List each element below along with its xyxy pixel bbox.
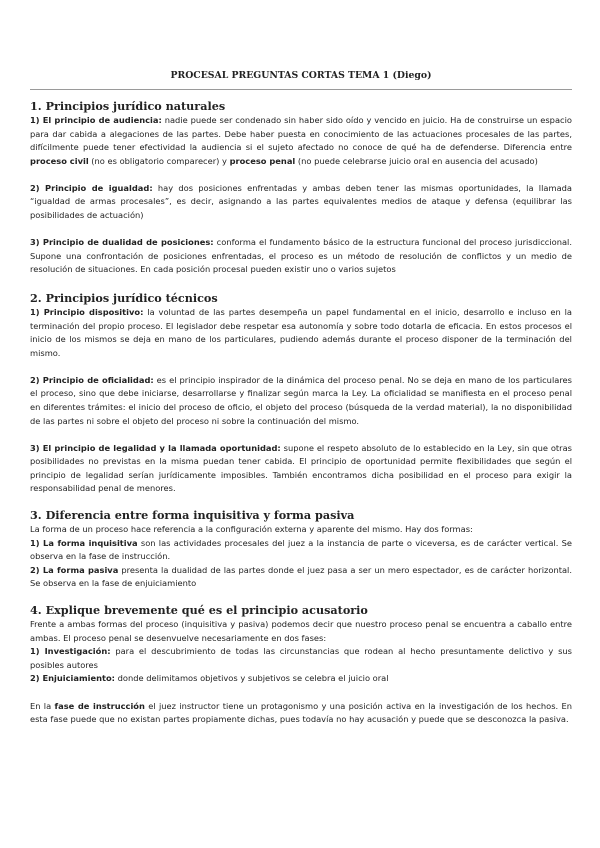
body-text: (no es obligatorio comparecer) y	[88, 155, 230, 166]
body-text: son las actividades procesales del juez a la instancia de parte o viceversa, es de carácter vertical. Se observa en la fase de instrucción.	[30, 537, 573, 562]
paragraph-principio-legalidad	[30, 442, 572, 496]
paragraph-fase-instruccion	[30, 700, 572, 727]
section-heading: 1. Principios jurídico naturales	[30, 99, 226, 113]
paragraph-forma-inquisitiva	[30, 537, 572, 564]
section-1	[30, 99, 572, 277]
body-text: hay dos posiciones enfrentadas y ambas deben tener las mismas oportunidades, la llamada “igualdad de armas procesales”, es decir, asignando a las partes equivalentes medios de ataque y defensa (equilibrar las posibilidades de actuación)	[30, 182, 572, 221]
body-text: (no puede celebrarse juicio oral en ausencia del acusado)	[295, 155, 538, 166]
body-text: conforma el fundamento básico de la estructura funcional del proceso jurisdiccional. Supone una confrontación de posiciones enfrentadas, el proceso es un método de resolución de conflictos y un medio de resolución de situaciones. En cada posición procesal pueden existir uno o varios sujetos	[30, 237, 572, 275]
paragraph-dualidad-posiciones	[30, 236, 572, 277]
body-text: el juez instructor tiene un protagonismo y una posición activa en la investigación de los hechos. En esta fase puede que no existan partes propiamente dichas, pues todavía no hay acusación y puede que se desconozca la pasiva.	[30, 700, 572, 725]
paragraph-principio-igualdad	[30, 182, 572, 223]
body-text: donde delimitamos objetivos y subjetivos se celebra el juicio oral	[115, 673, 389, 684]
bold-term: 3) Principio de dualidad de posiciones:	[30, 237, 214, 248]
bold-term: 1) Investigación:	[30, 646, 111, 657]
section-3	[30, 508, 572, 591]
bold-term: 1) Principio dispositivo:	[30, 306, 144, 317]
document-title: PROCESAL PREGUNTAS CORTAS TEMA 1 (Diego)	[30, 70, 572, 90]
body-text: para el descubrimiento de todas las circunstancias que rodean al hecho presuntamente delictivo y sus posibles autores	[30, 646, 572, 670]
body-text: presenta la dualidad de las partes donde el juez pasa a ser un mero espectador, es de carácter horizontal. Se observa en la fase de enjuiciamiento	[30, 564, 572, 589]
body-text: la voluntad de las partes desempeña un papel fundamental en el inicio, desarrollo e incluso en la terminación del propio proceso. El legislador debe respetar esa autonomía y sobre todo dotarla de eficacia. En estos procesos el inicio de los mismos se deja en mano de los particulares, pudiendo además durante el proceso disponer de la terminación del mismo.	[30, 306, 572, 358]
bold-term: fase de instrucción	[54, 700, 145, 711]
paragraph-enjuiciamiento	[30, 672, 572, 686]
bold-term: proceso penal	[229, 155, 296, 166]
bold-term: 2) Principio de oficialidad:	[30, 374, 154, 385]
paragraph-forma-pasiva	[30, 564, 572, 591]
paragraph-principio-oficialidad	[30, 374, 572, 428]
bold-term: 2) La forma pasiva	[30, 564, 119, 575]
body-text: En la	[30, 700, 55, 711]
body-text: supone el respeto absoluto de lo establecido en la Ley, sin que otras posibilidades no previstas en la misma puedan tener cabida. El principio de oportunidad permite flexibilidades que según el principio de legalidad serían jurídicamente imposibles. También encontramos dicha posibilidad en el proceso para exigir la responsabilidad penal de menores.	[30, 442, 572, 494]
section-4	[30, 603, 572, 727]
bold-term: 2) Principio de igualdad:	[30, 182, 153, 193]
paragraph-investigacion	[30, 645, 572, 672]
section-heading: 4. Explique brevemente qué es el principio acusatorio	[30, 603, 368, 618]
section-heading: 2. Principios jurídico técnicos	[30, 290, 218, 305]
section-heading: 3. Diferencia entre forma inquisitiva y forma pasiva	[30, 508, 355, 523]
body-text: nadie puede ser condenado sin haber sido oído y vencido en juicio. Ha de construirse un espacio para dar cabida a alegaciones de las partes. Debe haber puesta en conocimiento de las actuaciones procesales de las partes, difícilmente puede tener efectividad la audiencia si el sujeto afectado no conoce de qué ha de defenderse. Diferencia entre	[30, 115, 572, 153]
paragraph-intro: La forma de un proceso hace referencia a la configuración externa y aparente del mismo. Hay dos formas:	[30, 524, 473, 535]
paragraph-intro: Frente a ambas formas del proceso (inquisitiva y pasiva) podemos decir que nuestro proceso penal se encuentra a caballo entre ambas. El proceso penal se desenvuelve necesariamente en dos fases:	[30, 619, 572, 643]
bold-term: 1) La forma inquisitiva	[30, 537, 138, 548]
paragraph-principio-dispositivo	[30, 306, 572, 360]
paragraph-principio-audiencia	[30, 114, 572, 168]
bold-term: 2) Enjuiciamiento:	[30, 673, 115, 684]
section-2	[30, 291, 572, 496]
bold-term: 3) El principio de legalidad y la llamada oportunidad:	[30, 442, 281, 453]
bold-term: proceso civil	[30, 155, 89, 166]
bold-term: 1) El principio de audiencia:	[30, 115, 162, 125]
body-text: es el principio inspirador de la dinámica del proceso penal. No se deja en mano de los particulares el proceso, sino que debe iniciarse, desarrollarse y finalizar según marca la Ley. La oficialidad se manifiesta en el proceso penal en diferentes trámites: el inicio del proceso de oficio, el objeto del proceso (búsqueda de la verdad material), la no disponibilidad de las partes ni sobre el objeto del proceso ni sobre la continuación del mismo.	[30, 374, 572, 426]
